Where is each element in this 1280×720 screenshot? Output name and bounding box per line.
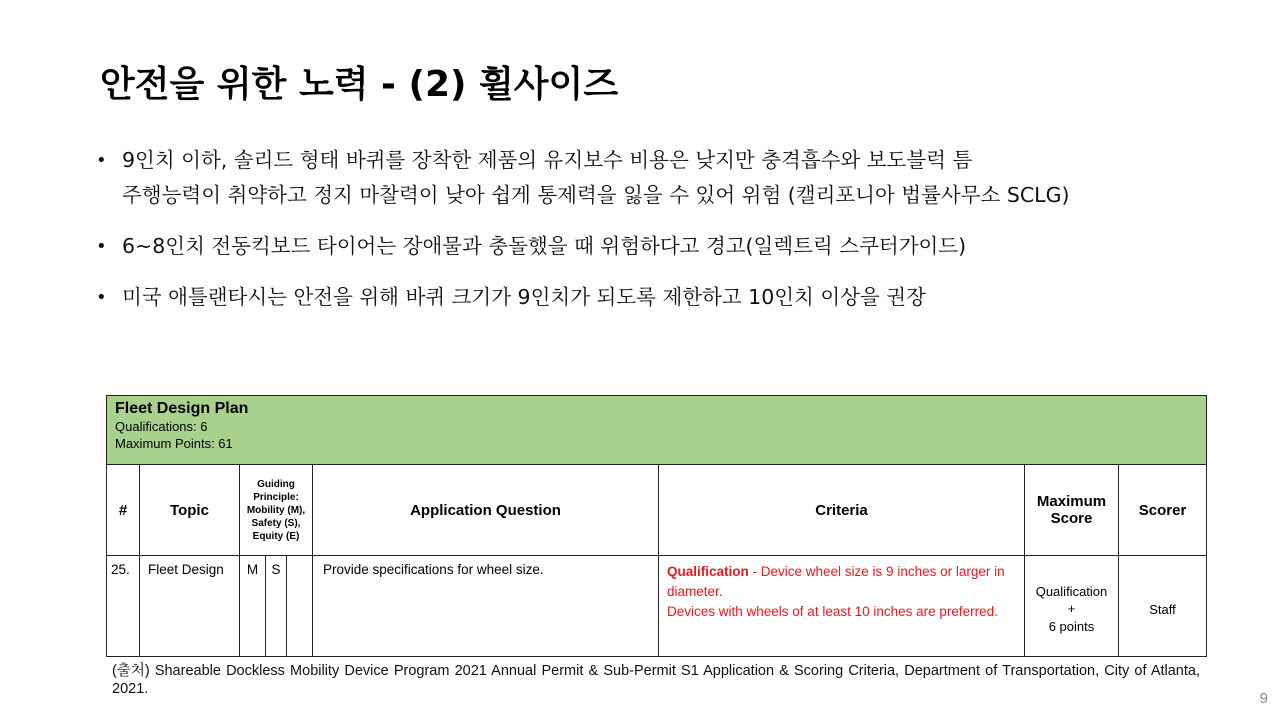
table-row <box>107 556 1207 657</box>
bullet-text: 9인치 이하, 솔리드 형태 바퀴를 장착한 제품의 유지보수 비용은 낮지만 충격흡수와 보도블럭 틈 <box>122 148 973 172</box>
row-criteria <box>659 556 1025 657</box>
row-number: 25. <box>107 556 140 657</box>
bullet-item <box>96 143 1266 213</box>
score-qualification: Qualification <box>1035 583 1108 599</box>
row-principle-s: S <box>266 556 287 657</box>
row-principle-e <box>287 556 313 657</box>
row-principle-m: M <box>240 556 266 657</box>
score-points: 6 points <box>1048 618 1095 634</box>
column-header-application-question: Application Question <box>313 465 659 556</box>
score-plus: + <box>1067 601 1076 617</box>
bullet-text: 주행능력이 취약하고 정지 마찰력이 낮아 쉽게 통제력을 잃을 수 있어 위험 (캘리포니아 법률사무소 SCLG) <box>122 183 1070 207</box>
source-citation: (출처) Shareable Dockless Mobility Device Program 2021 Annual Permit & Sub-Permit S1 Application & Scoring Criteria, Department of Transportation, City of Atlanta, 2021. <box>112 663 1200 697</box>
column-header-topic: Topic <box>140 465 240 556</box>
bullet-item <box>96 280 1266 315</box>
slide-title: 안전을 위한 노력 - (2) 휠사이즈 <box>100 64 619 105</box>
bullet-dot-icon: • <box>96 150 107 171</box>
criteria-qualification-text: - Device wheel size is 9 inches or larger in diameter. <box>667 564 1005 599</box>
qualifications-count: Qualifications: 6 <box>115 419 208 434</box>
table-title: Fleet Design Plan <box>115 400 249 417</box>
row-maximum-score <box>1025 556 1119 657</box>
criteria-preference: Devices with wheels of at least 10 inches are preferred. <box>667 604 998 619</box>
column-header-guiding-principle: Guiding Principle: Mobility (M), Safety (S), Equity (E) <box>240 465 313 556</box>
fleet-design-table <box>106 395 1207 657</box>
maximum-points: Maximum Points: 61 <box>115 436 233 451</box>
criteria-qualification <box>667 562 1020 602</box>
bullet-text: 미국 애틀랜타시는 안전을 위해 바퀴 크기가 9인치가 되도록 제한하고 10인치 이상을 권장 <box>122 285 926 309</box>
row-application-question: Provide specifications for wheel size. <box>313 556 659 657</box>
bullet-dot-icon: • <box>96 236 107 257</box>
bullet-list <box>96 143 1266 331</box>
row-scorer: Staff <box>1119 556 1207 657</box>
bullet-text: 6~8인치 전동킥보드 타이어는 장애물과 충돌했을 때 위험하다고 경고(일렉트릭 스쿠터가이드) <box>122 234 967 258</box>
column-header-number: # <box>107 465 140 556</box>
table-header-banner <box>107 396 1207 465</box>
bullet-dot-icon: • <box>96 287 107 308</box>
column-header-maximum-score: Maximum Score <box>1025 465 1119 556</box>
column-header-criteria: Criteria <box>659 465 1025 556</box>
bullet-item <box>96 229 1266 264</box>
page-number: 9 <box>1259 690 1268 707</box>
criteria-qualification-label: Qualification <box>667 564 749 579</box>
column-header-scorer: Scorer <box>1119 465 1207 556</box>
row-topic: Fleet Design <box>140 556 240 657</box>
